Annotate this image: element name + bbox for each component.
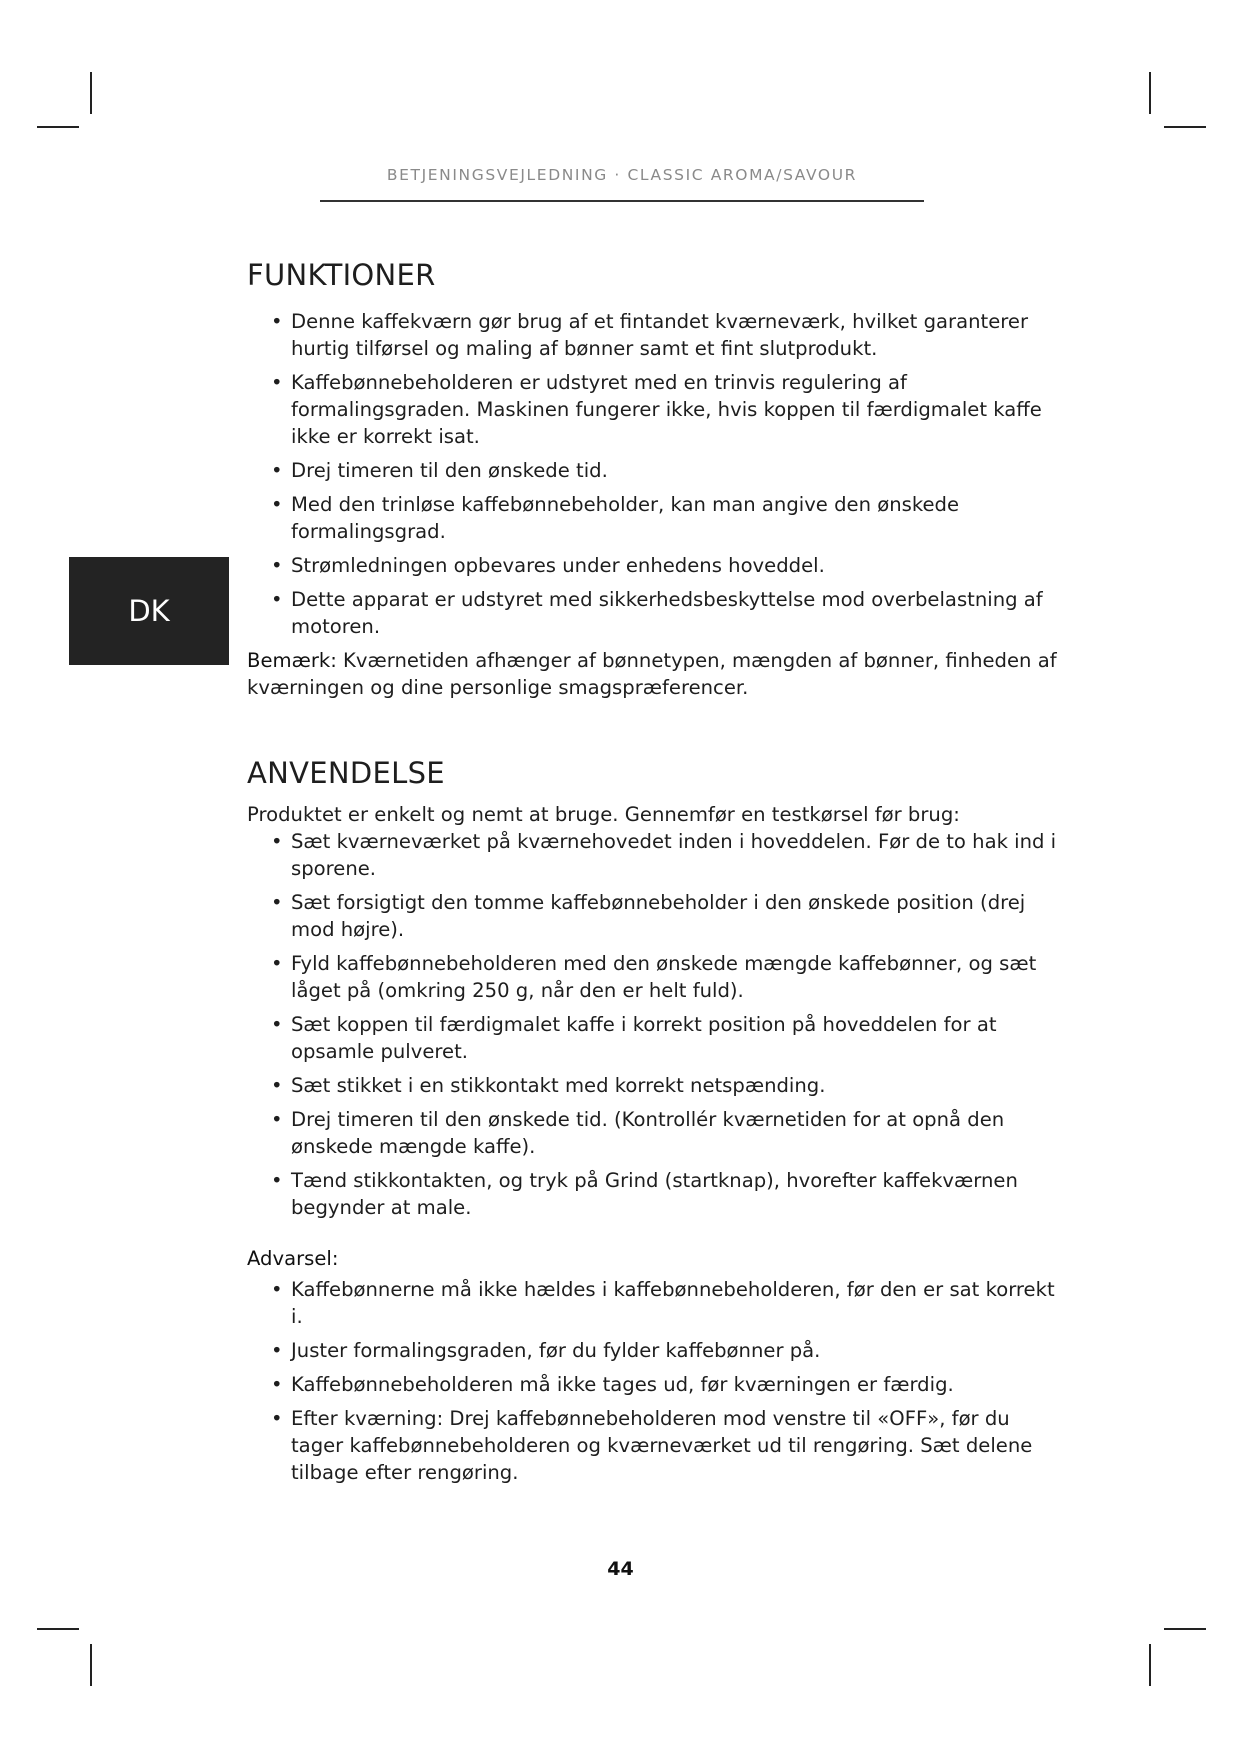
list-item: • Sæt stikket i en stikkontakt med korrekt netspænding.: [271, 1074, 826, 1097]
list-item: • Fyld kaffebønnebeholderen med den ønskede mængde kaffebønner, og sæt låget på (omkring 250 g, når den er helt fuld).: [271, 952, 1037, 1002]
bullet-icon: •: [271, 1407, 283, 1430]
warning-label: Advarsel:: [247, 1247, 339, 1270]
list-item: • Strømledningen opbevares under enhedens hoveddel.: [271, 554, 825, 577]
section-title-usage: ANVENDELSE: [247, 756, 445, 790]
bullet-icon: •: [271, 952, 283, 975]
bullet-icon: •: [271, 1074, 283, 1097]
list-item: • Sæt kværneværket på kværnehovedet inden i hoveddelen. Før de to hak ind i sporene.: [271, 830, 1057, 880]
note-paragraph: [247, 647, 1067, 701]
crop-mark-bottom-right-horizontal: [1164, 1628, 1206, 1630]
bullet-icon: •: [271, 1278, 283, 1301]
crop-mark-bottom-right-vertical: [1149, 1644, 1151, 1686]
usage-list: [247, 828, 1067, 1221]
bullet-icon: •: [271, 554, 283, 577]
list-item: • Kaffebønnebeholderen må ikke tages ud, før kværningen er færdig.: [271, 1373, 954, 1396]
bullet-icon: •: [271, 830, 283, 853]
list-item: • Tænd stikkontakten, og tryk på Grind (startknap), hvorefter kaffekværnen begynder at male.: [271, 1169, 1018, 1219]
crop-mark-bottom-left-vertical: [90, 1644, 92, 1686]
usage-intro: Produktet er enkelt og nemt at bruge. Gennemfør en testkørsel før brug:: [247, 803, 960, 826]
list-item: • Efter kværning: Drej kaffebønnebeholderen mod venstre til «OFF», før du tager kaffebønnebeholderen og kværneværket ud til rengøring. Sæt delene tilbage efter rengøring.: [271, 1407, 1033, 1484]
bullet-icon: •: [271, 1339, 283, 1362]
bullet-icon: •: [271, 891, 283, 914]
functions-list: [247, 308, 1067, 640]
running-header: BETJENINGSVEJLEDNING · CLASSIC AROMA/SAVOUR: [386, 166, 858, 184]
list-item: • Med den trinløse kaffebønnebeholder, kan man angive den ønskede formalingsgrad.: [271, 493, 960, 543]
crop-mark-top-right-vertical: [1149, 72, 1151, 114]
bullet-icon: •: [271, 459, 283, 482]
bullet-icon: •: [271, 1108, 283, 1131]
list-item: • Sæt forsigtigt den tomme kaffebønnebeholder i den ønskede position (drej mod højre).: [271, 891, 1026, 941]
bullet-icon: •: [271, 310, 283, 333]
note-label: Bemærk:: [247, 649, 337, 672]
crop-mark-top-left-vertical: [90, 72, 92, 114]
language-tab: DK: [69, 557, 229, 665]
list-item: • Kaffebønnerne må ikke hældes i kaffebønnebeholderen, før den er sat korrekt i.: [271, 1278, 1055, 1328]
page-number: 44: [607, 1558, 634, 1580]
note-text: Kværnetiden afhænger af bønnetypen, mængden af bønner, finheden af kværningen og dine personlige smagspræferencer.: [247, 649, 1057, 699]
bullet-icon: •: [271, 493, 283, 516]
list-item: • Drej timeren til den ønskede tid.: [271, 459, 608, 482]
header-divider: [320, 200, 924, 202]
list-item: • Kaffebønnebeholderen er udstyret med en trinvis regulering af formalingsgraden. Maskinen fungerer ikke, hvis koppen til færdigmalet kaffe ikke er korrekt isat.: [271, 371, 1042, 448]
section-title-functions: FUNKTIONER: [247, 258, 436, 292]
list-item: • Dette apparat er udstyret med sikkerhedsbeskyttelse mod overbelastning af motoren.: [271, 588, 1043, 638]
list-item: • Juster formalingsgraden, før du fylder kaffebønner på.: [271, 1339, 821, 1362]
crop-mark-top-left-horizontal: [37, 126, 79, 128]
bullet-icon: •: [271, 371, 283, 394]
main-content: [247, 255, 1067, 1493]
warning-list: [247, 1276, 1067, 1486]
bullet-icon: •: [271, 1373, 283, 1396]
bullet-icon: •: [271, 588, 283, 611]
list-item: • Denne kaffekværn gør brug af et fintandet kværneværk, hvilket garanterer hurtig tilførsel og maling af bønner samt et fint slutprodukt.: [271, 310, 1028, 360]
list-item: • Sæt koppen til færdigmalet kaffe i korrekt position på hoveddelen for at opsamle pulveret.: [271, 1013, 997, 1063]
bullet-icon: •: [271, 1013, 283, 1036]
list-item: • Drej timeren til den ønskede tid. (Kontrollér kværnetiden for at opnå den ønskede mængde kaffe).: [271, 1108, 1005, 1158]
bullet-icon: •: [271, 1169, 283, 1192]
crop-mark-top-right-horizontal: [1164, 126, 1206, 128]
crop-mark-bottom-left-horizontal: [37, 1628, 79, 1630]
